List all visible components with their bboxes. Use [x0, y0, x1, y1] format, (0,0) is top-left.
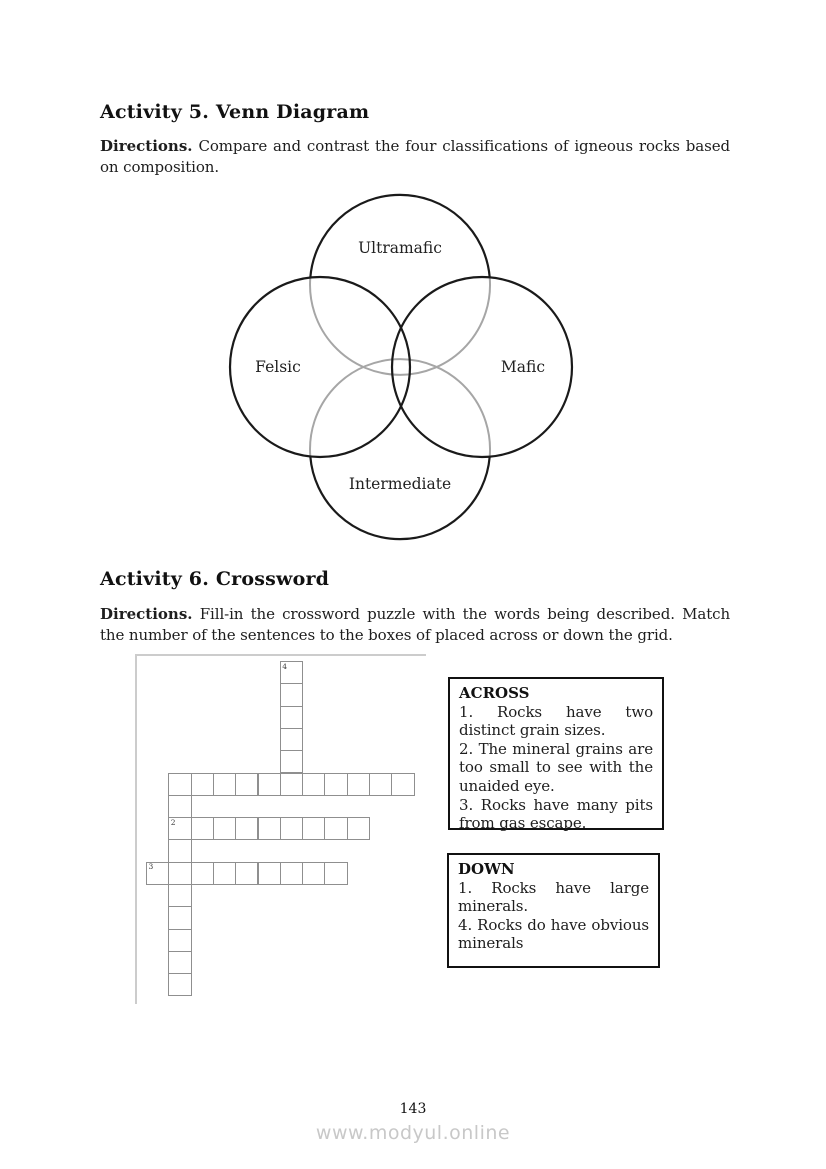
crossword-cell	[213, 773, 236, 796]
crossword-cell	[191, 862, 214, 885]
crossword-cell	[191, 773, 214, 796]
crossword-cell	[168, 951, 191, 974]
crossword-cell-number: 4	[282, 661, 288, 671]
crossword-cell	[168, 973, 191, 996]
crossword-cell	[213, 862, 236, 885]
across-clues-box	[448, 677, 664, 833]
crossword-cell	[347, 817, 370, 840]
crossword-cell-number: 2	[170, 817, 176, 827]
crossword-cell	[324, 862, 347, 885]
crossword-cell	[280, 817, 303, 840]
crossword-cell	[168, 839, 191, 862]
crossword-cell	[168, 862, 191, 885]
crossword-cell	[168, 929, 191, 952]
venn-diagram	[200, 185, 600, 555]
crossword-cell	[258, 817, 281, 840]
crossword-cell	[235, 773, 258, 796]
clue-text: 3. Rocks have many pits from gas escape.	[459, 795, 653, 833]
crossword-cell	[191, 817, 214, 840]
clue-text: 2. The mineral grains are too small to see with the unaided eye.	[459, 739, 653, 795]
across-box-title: ACROSS	[459, 684, 530, 702]
venn-label-mafic: Mafic	[500, 358, 546, 376]
clue-text: 1. Rocks have large minerals.	[458, 878, 649, 916]
crossword-frame-left-border	[135, 654, 137, 1004]
directions-label: Directions.	[100, 605, 193, 623]
crossword-cell	[280, 773, 303, 796]
activity5-directions	[100, 136, 730, 178]
crossword-cell	[168, 773, 191, 796]
across-clues-list	[459, 703, 653, 833]
directions-text: Fill-in the crossword puzzle with the words being described. Match the number of the sentences to the boxes of placed across or down the grid.	[100, 605, 730, 644]
crossword-cell	[258, 773, 281, 796]
down-clues-list	[458, 879, 649, 953]
crossword-cell	[347, 773, 370, 796]
crossword-cell	[168, 817, 191, 840]
venn-label-felsic: Felsic	[255, 358, 301, 376]
crossword-cell	[258, 862, 281, 885]
crossword-cell	[369, 773, 392, 796]
crossword-cell	[146, 862, 169, 885]
activity6-directions	[100, 604, 730, 646]
crossword-cell	[168, 795, 191, 818]
crossword-cell	[280, 728, 303, 751]
venn-label-ultramafic: Ultramafic	[358, 239, 442, 257]
crossword-cell	[302, 862, 325, 885]
directions-text: Compare and contrast the four classifications of igneous rocks based on composition.	[100, 137, 730, 176]
directions-label: Directions.	[100, 137, 193, 155]
crossword-cell	[302, 817, 325, 840]
crossword-cell	[302, 773, 325, 796]
activity5-title: Activity 5. Venn Diagram	[100, 101, 370, 123]
crossword-cell	[168, 884, 191, 907]
crossword-cell	[280, 661, 303, 684]
page-number: 143	[399, 1101, 427, 1117]
clue-text: 1. Rocks have two distinct grain sizes.	[459, 702, 653, 740]
watermark-text: www.modyul.online	[315, 1122, 511, 1144]
activity6-title: Activity 6. Crossword	[100, 568, 330, 590]
crossword-cell-number: 3	[148, 862, 154, 872]
crossword-cell	[391, 773, 414, 796]
crossword-cell	[324, 817, 347, 840]
crossword-cell	[324, 773, 347, 796]
crossword-cell	[280, 706, 303, 729]
crossword-cell	[235, 817, 258, 840]
crossword-cell	[168, 906, 191, 929]
crossword-cell	[235, 862, 258, 885]
crossword-frame-top-border	[135, 654, 426, 656]
down-box-title: DOWN	[458, 860, 515, 878]
venn-label-intermediate: Intermediate	[348, 475, 452, 493]
crossword-cell	[280, 683, 303, 706]
crossword-cell	[213, 817, 236, 840]
crossword-cell	[280, 750, 303, 773]
down-clues-box	[447, 853, 660, 968]
crossword-cell	[280, 862, 303, 885]
clue-text: 4. Rocks do have obvious minerals	[458, 915, 649, 953]
